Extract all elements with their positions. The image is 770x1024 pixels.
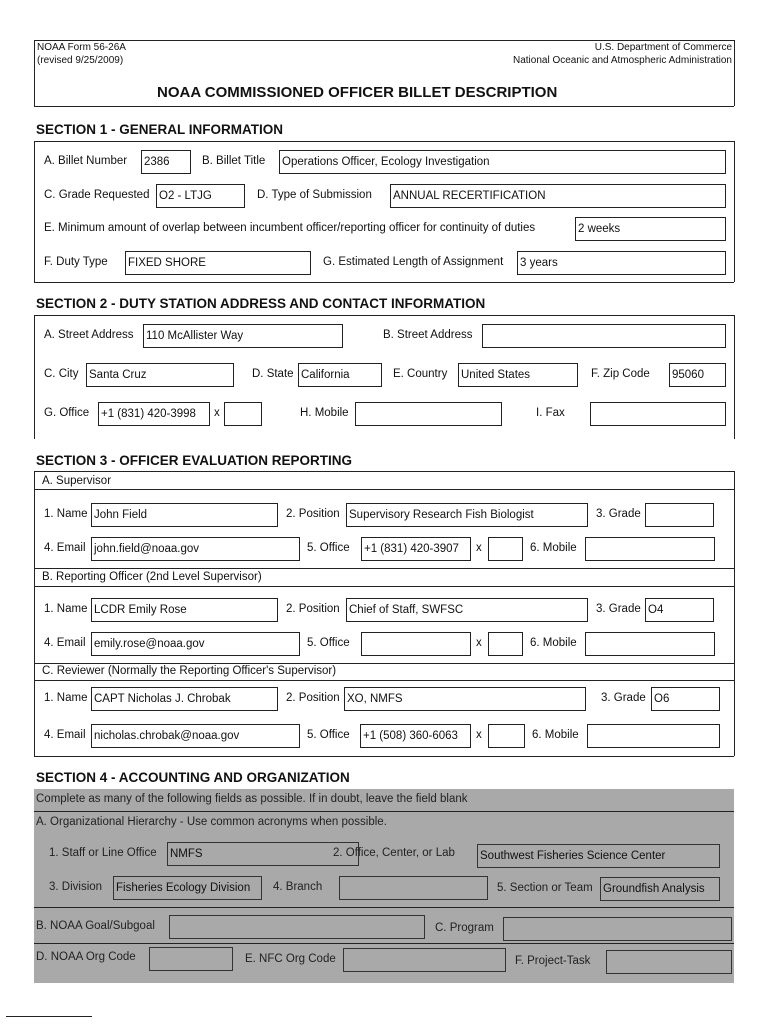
supervisor-rule — [34, 489, 734, 490]
section-2-heading: SECTION 2 - DUTY STATION ADDRESS AND CONTACT INFORMATION — [36, 296, 486, 311]
reviewer-top-rule — [34, 663, 734, 664]
mobile-field[interactable] — [355, 402, 502, 426]
section-1-left-rule — [34, 141, 35, 282]
footer-rule — [6, 1016, 92, 1017]
street-address-a-field[interactable]: 110 McAllister Way — [143, 324, 343, 348]
street-address-b-field[interactable] — [482, 324, 726, 348]
supervisor-grade-label: 3. Grade — [596, 508, 641, 520]
nfc-org-code-field[interactable] — [343, 948, 506, 972]
section-1-top-rule — [34, 141, 734, 142]
reporting-officer-grade-field[interactable]: O4 — [645, 598, 714, 622]
reporting-officer-office-label: 5. Office — [307, 637, 350, 649]
reporting-officer-extension-field[interactable] — [488, 632, 523, 656]
section-1-bottom-rule — [34, 282, 734, 283]
section-3-left-rule — [34, 471, 35, 756]
reporting-officer-extension-x: x — [476, 637, 482, 649]
supervisor-mobile-field[interactable] — [585, 537, 715, 561]
country-field[interactable]: United States — [458, 363, 578, 387]
supervisor-extension-field[interactable] — [488, 537, 523, 561]
reporting-officer-email-label: 4. Email — [44, 637, 86, 649]
project-task-field[interactable] — [606, 950, 732, 974]
nfc-org-code-label: E. NFC Org Code — [245, 953, 336, 965]
section-4-heading: SECTION 4 - ACCOUNTING AND ORGANIZATION — [36, 770, 350, 785]
reviewer-email-field[interactable]: nicholas.chrobak@noaa.gov — [91, 724, 300, 748]
billet-number-label: A. Billet Number — [44, 155, 128, 167]
section-3-heading: SECTION 3 - OFFICER EVALUATION REPORTING — [36, 453, 353, 468]
page-title: NOAA COMMISSIONED OFFICER BILLET DESCRIPTION — [157, 84, 558, 101]
reviewer-name-field[interactable]: CAPT Nicholas J. Chrobak — [91, 687, 278, 711]
section-3-top-rule — [34, 471, 734, 472]
duty-type-field[interactable]: FIXED SHORE — [125, 251, 311, 275]
office-center-lab-field[interactable]: Southwest Fisheries Science Center — [477, 844, 720, 868]
fax-field[interactable] — [590, 402, 726, 426]
header-right-rule — [734, 40, 735, 106]
section-1-right-rule — [734, 141, 735, 282]
form-number: NOAA Form 56-26A — [37, 42, 126, 53]
supervisor-position-field[interactable]: Supervisory Research Fish Biologist — [346, 503, 588, 527]
form-revision: (revised 9/25/2009) — [37, 55, 124, 66]
supervisor-email-field[interactable]: john.field@noaa.gov — [91, 537, 300, 561]
office-extension-field[interactable] — [224, 402, 262, 426]
section-2-left-rule — [34, 315, 35, 439]
program-label: C. Program — [435, 922, 494, 934]
header-left-rule — [34, 40, 35, 106]
section-team-field[interactable]: Groundfish Analysis — [600, 877, 720, 901]
section-3-bottom-rule — [34, 756, 734, 757]
billet-number-field[interactable]: 2386 — [141, 150, 191, 174]
supervisor-email-label: 4. Email — [44, 542, 86, 554]
header-bottom-rule — [34, 106, 734, 107]
supervisor-position-label: 2. Position — [286, 508, 340, 520]
reviewer-mobile-label: 6. Mobile — [532, 729, 579, 741]
office-phone-field[interactable]: +1 (831) 420-3998 — [98, 402, 210, 426]
section-3-right-rule — [734, 471, 735, 756]
reporting-officer-mobile-label: 6. Mobile — [530, 637, 577, 649]
header-top-rule — [34, 40, 734, 41]
section-4-note: Complete as many of the following fields as possible. If in doubt, leave the field blank — [36, 793, 468, 805]
reviewer-grade-field[interactable]: O6 — [651, 687, 720, 711]
supervisor-extension-x: x — [476, 542, 482, 554]
office-center-lab-label: 2. Office, Center, or Lab — [333, 847, 455, 859]
section-2-top-rule — [34, 315, 734, 316]
goal-subgoal-label: B. NOAA Goal/Subgoal — [36, 920, 155, 932]
supervisor-name-field[interactable]: John Field — [91, 503, 278, 527]
supervisor-heading: A. Supervisor — [42, 475, 112, 487]
section-1-heading: SECTION 1 - GENERAL INFORMATION — [36, 122, 284, 137]
section-4-panel — [34, 789, 734, 983]
submission-type-label: D. Type of Submission — [257, 189, 372, 201]
reporting-officer-position-field[interactable]: Chief of Staff, SWFSC — [346, 598, 588, 622]
assignment-length-label: G. Estimated Length of Assignment — [323, 256, 504, 268]
agency-name: National Oceanic and Atmospheric Administration — [512, 55, 732, 66]
reporting-officer-office-field[interactable] — [361, 632, 471, 656]
billet-title-field[interactable]: Operations Officer, Ecology Investigation — [279, 150, 726, 174]
street-address-b-label: B. Street Address — [383, 329, 473, 341]
mobile-label: H. Mobile — [300, 407, 349, 419]
city-field[interactable]: Santa Cruz — [86, 363, 234, 387]
reviewer-rule — [34, 680, 734, 681]
reporting-officer-email-field[interactable]: emily.rose@noaa.gov — [91, 632, 300, 656]
billet-title-label: B. Billet Title — [202, 155, 266, 167]
goal-rule — [34, 943, 734, 944]
office-phone-label: G. Office — [44, 407, 90, 419]
department-name: U.S. Department of Commerce — [594, 42, 732, 53]
zip-code-field[interactable]: 95060 — [669, 363, 726, 387]
overlap-label: E. Minimum amount of overlap between incumbent officer/reporting officer for continuity of duties — [44, 222, 536, 234]
state-field[interactable]: California — [298, 363, 382, 387]
supervisor-office-field[interactable]: +1 (831) 420-3907 — [361, 537, 471, 561]
zip-code-label: F. Zip Code — [591, 368, 650, 380]
country-label: E. Country — [393, 368, 448, 380]
section-4-note-rule — [34, 811, 734, 812]
reviewer-email-label: 4. Email — [44, 729, 86, 741]
reporting-officer-name-label: 1. Name — [44, 603, 88, 615]
reviewer-heading: C. Reviewer (Normally the Reporting Officer's Supervisor) — [42, 665, 337, 677]
overlap-field[interactable]: 2 weeks — [575, 217, 726, 241]
reviewer-grade-label: 3. Grade — [601, 692, 646, 704]
office-extension-x: x — [214, 407, 220, 419]
reporting-officer-grade-label: 3. Grade — [596, 603, 641, 615]
reporting-officer-mobile-field[interactable] — [585, 632, 715, 656]
reporting-officer-name-field[interactable]: LCDR Emily Rose — [91, 598, 278, 622]
division-field[interactable]: Fisheries Ecology Division — [113, 876, 262, 900]
supervisor-grade-field[interactable] — [645, 503, 714, 527]
reviewer-office-label: 5. Office — [307, 729, 350, 741]
city-label: C. City — [44, 368, 79, 380]
supervisor-name-label: 1. Name — [44, 508, 88, 520]
supervisor-mobile-label: 6. Mobile — [530, 542, 577, 554]
street-address-a-label: A. Street Address — [44, 329, 134, 341]
reviewer-name-label: 1. Name — [44, 692, 88, 704]
assignment-length-field[interactable]: 3 years — [517, 251, 726, 275]
staff-line-office-label: 1. Staff or Line Office — [49, 847, 157, 859]
submission-type-field[interactable]: ANNUAL RECERTIFICATION — [390, 184, 726, 208]
branch-label: 4. Branch — [273, 881, 323, 893]
state-label: D. State — [252, 368, 294, 380]
branch-field[interactable] — [339, 876, 488, 900]
staff-line-office-field[interactable]: NMFS — [167, 842, 359, 866]
reporting-officer-position-label: 2. Position — [286, 603, 340, 615]
reviewer-position-field[interactable]: XO, NMFS — [344, 687, 586, 711]
program-field[interactable] — [503, 917, 732, 941]
reviewer-extension-x: x — [476, 729, 482, 741]
division-label: 3. Division — [49, 881, 103, 893]
supervisor-office-label: 5. Office — [307, 542, 350, 554]
reviewer-extension-field[interactable] — [488, 724, 525, 748]
reviewer-office-field[interactable]: +1 (508) 360-6063 — [360, 724, 471, 748]
grade-requested-label: C. Grade Requested — [44, 189, 150, 201]
fax-label: I. Fax — [536, 407, 565, 419]
reporting-officer-rule — [34, 586, 734, 587]
noaa-org-code-field[interactable] — [149, 947, 233, 971]
noaa-org-code-label: D. NOAA Org Code — [36, 951, 136, 963]
org-hierarchy-rule — [34, 907, 734, 908]
reviewer-mobile-field[interactable] — [587, 724, 720, 748]
reviewer-position-label: 2. Position — [286, 692, 340, 704]
grade-requested-field[interactable]: O2 - LTJG — [156, 184, 245, 208]
section-2-right-rule — [734, 315, 735, 439]
org-hierarchy-heading: A. Organizational Hierarchy - Use common acronyms when possible. — [36, 816, 387, 828]
goal-subgoal-field[interactable] — [169, 915, 425, 939]
section-team-label: 5. Section or Team — [497, 882, 593, 894]
duty-type-label: F. Duty Type — [44, 256, 108, 268]
reporting-officer-heading: B. Reporting Officer (2nd Level Supervisor) — [42, 571, 262, 583]
reporting-officer-top-rule — [34, 568, 734, 569]
project-task-label: F. Project-Task — [515, 955, 591, 967]
